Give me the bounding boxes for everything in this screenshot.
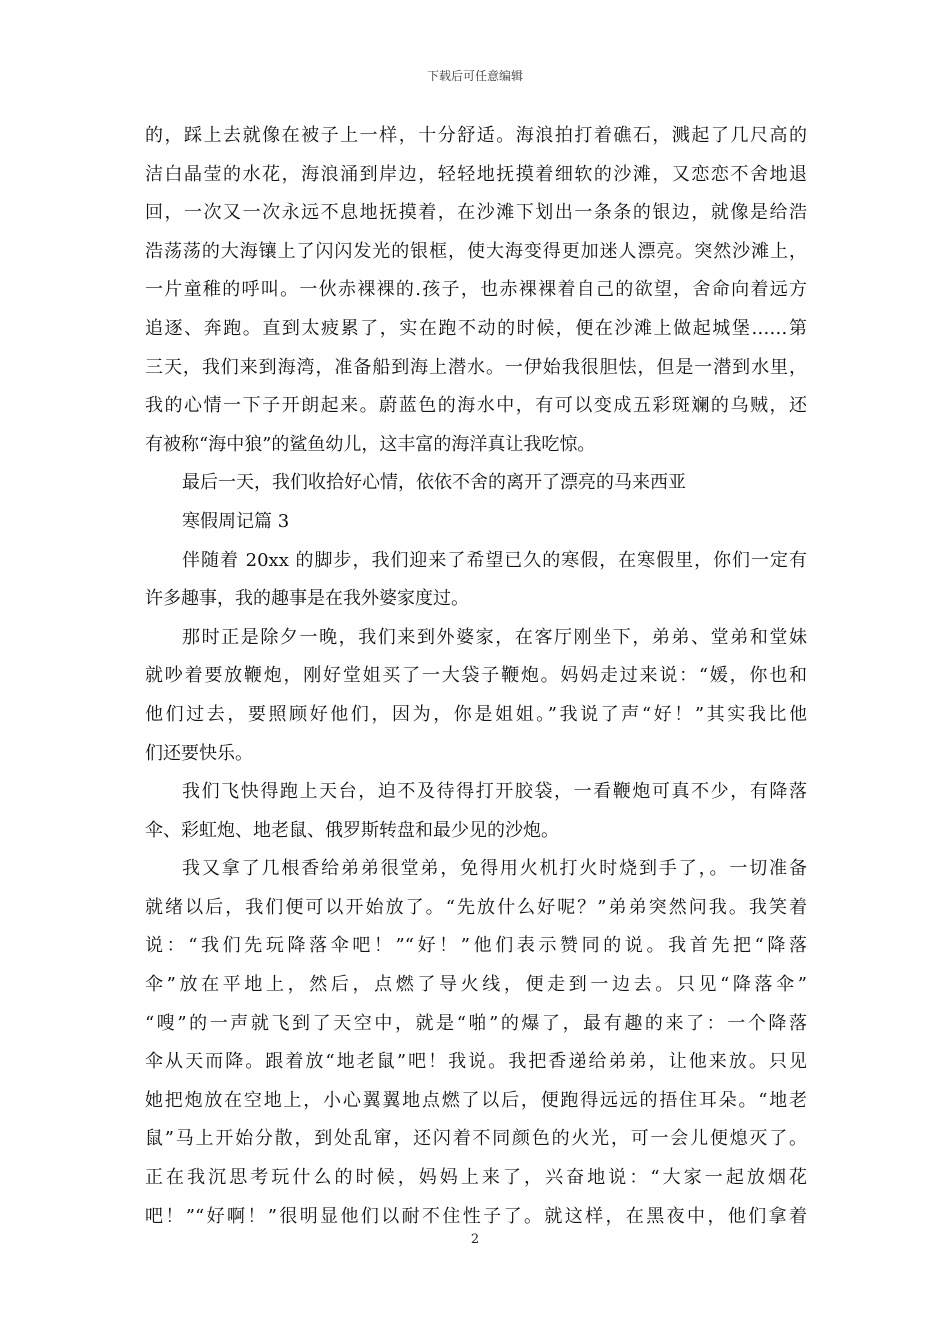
text-line: 鼠”马上开始分散，到处乱窜，还闪着不同颜色的火光，可一会儿便熄灭了。 [145, 1128, 807, 1150]
text-line: 吧！”“好啊！”很明显他们以耐不住性子了。就这样，在黑夜中，他们拿着 [145, 1205, 807, 1227]
text-line: 三天，我们来到海湾，准备船到海上潜水。一伊始我很胆怯，但是一潜到水里， [145, 356, 807, 378]
text-line: 追逐、奔跑。直到太疲累了，实在跑不动的时候，便在沙滩上做起城堡……第 [145, 317, 807, 339]
text-line: 许多趣事，我的趣事是在我外婆家度过。 [145, 588, 469, 610]
text-line: 我又拿了几根香给弟弟很堂弟，免得用火机打火时烧到手了，。一切准备 [182, 858, 807, 880]
text-line: 正在我沉思考玩什么的时候，妈妈上来了，兴奋地说：“大家一起放烟花 [145, 1167, 807, 1189]
text-line: 洁白晶莹的水花，海浪涌到岸边，轻轻地抚摸着细软的沙滩，又恋恋不舍地退 [145, 163, 807, 185]
document-body [145, 117, 807, 1236]
text-line: 的，踩上去就像在被子上一样，十分舒适。海浪拍打着礁石，溅起了几尺高的 [145, 125, 807, 146]
text-line: 伞”放在平地上，然后，点燃了导火线，便走到一边去。只见“降落伞” [145, 974, 807, 996]
text-line: “嗖”的一声就飞到了天空中，就是“啪”的爆了，最有趣的来了：一个降落 [145, 1012, 807, 1034]
text-line: 就绪以后，我们便可以开始放了。“先放什么好呢？”弟弟突然问我。我笑着 [145, 896, 807, 918]
text-line: 最后一天，我们收拾好心情，依依不舍的离开了漂亮的马来西亚 [182, 472, 686, 494]
text-line: 那时正是除夕一晚，我们来到外婆家，在客厅刚坐下，弟弟、堂弟和堂妹 [182, 626, 807, 648]
text-line: 浩荡荡的大海镶上了闪闪发光的银框，使大海变得更加迷人漂亮。突然沙滩上， [145, 240, 807, 262]
text-line: 就吵着要放鞭炮，刚好堂姐买了一大袋子鞭炮。妈妈走过来说：“媛，你也和 [145, 665, 807, 687]
text-line: 他们过去，要照顾好他们，因为，你是姐姐。”我说了声“好！”其实我比他 [145, 703, 807, 725]
text-line: 伞从天而降。跟着放“地老鼠”吧！我说。我把香递给弟弟，让他来放。只见 [145, 1051, 807, 1073]
text-line: 我们飞快得跑上天台，迫不及待得打开胶袋，一看鞭炮可真不少，有降落 [182, 781, 807, 803]
text-line: 有被称“海中狼”的鲨鱼幼儿，这丰富的海洋真让我吃惊。 [145, 433, 596, 455]
text-line: 回，一次又一次永远不息地抚摸着，在沙滩下划出一条条的银边，就像是给浩 [145, 202, 807, 224]
text-line: 伴随着 20xx 的脚步，我们迎来了希望已久的寒假，在寒假里，你们一定有 [182, 549, 807, 571]
page-number: 2 [470, 1232, 480, 1247]
text-line: 说：“我们先玩降落伞吧！”“好！”他们表示赞同的说。我首先把“降落 [145, 935, 807, 957]
text-line: 寒假周记篇 3 [182, 510, 290, 532]
text-line: 一片童稚的呼叫。一伙赤裸裸的.孩子，也赤裸裸着自己的欲望，舍命向着远方 [145, 279, 807, 301]
text-line: 们还要快乐。 [145, 742, 253, 764]
text-line: 伞、彩虹炮、地老鼠、俄罗斯转盘和最少见的沙炮。 [145, 819, 559, 841]
page-header: 下载后可任意编辑 [426, 69, 523, 83]
text-line: 我的心情一下子开朗起来。蔚蓝色的海水中，有可以变成五彩斑斓的乌贼，还 [145, 395, 807, 417]
text-line: 她把炮放在空地上，小心翼翼地点燃了以后，便跑得远远的捂住耳朵。“地老 [145, 1089, 807, 1111]
